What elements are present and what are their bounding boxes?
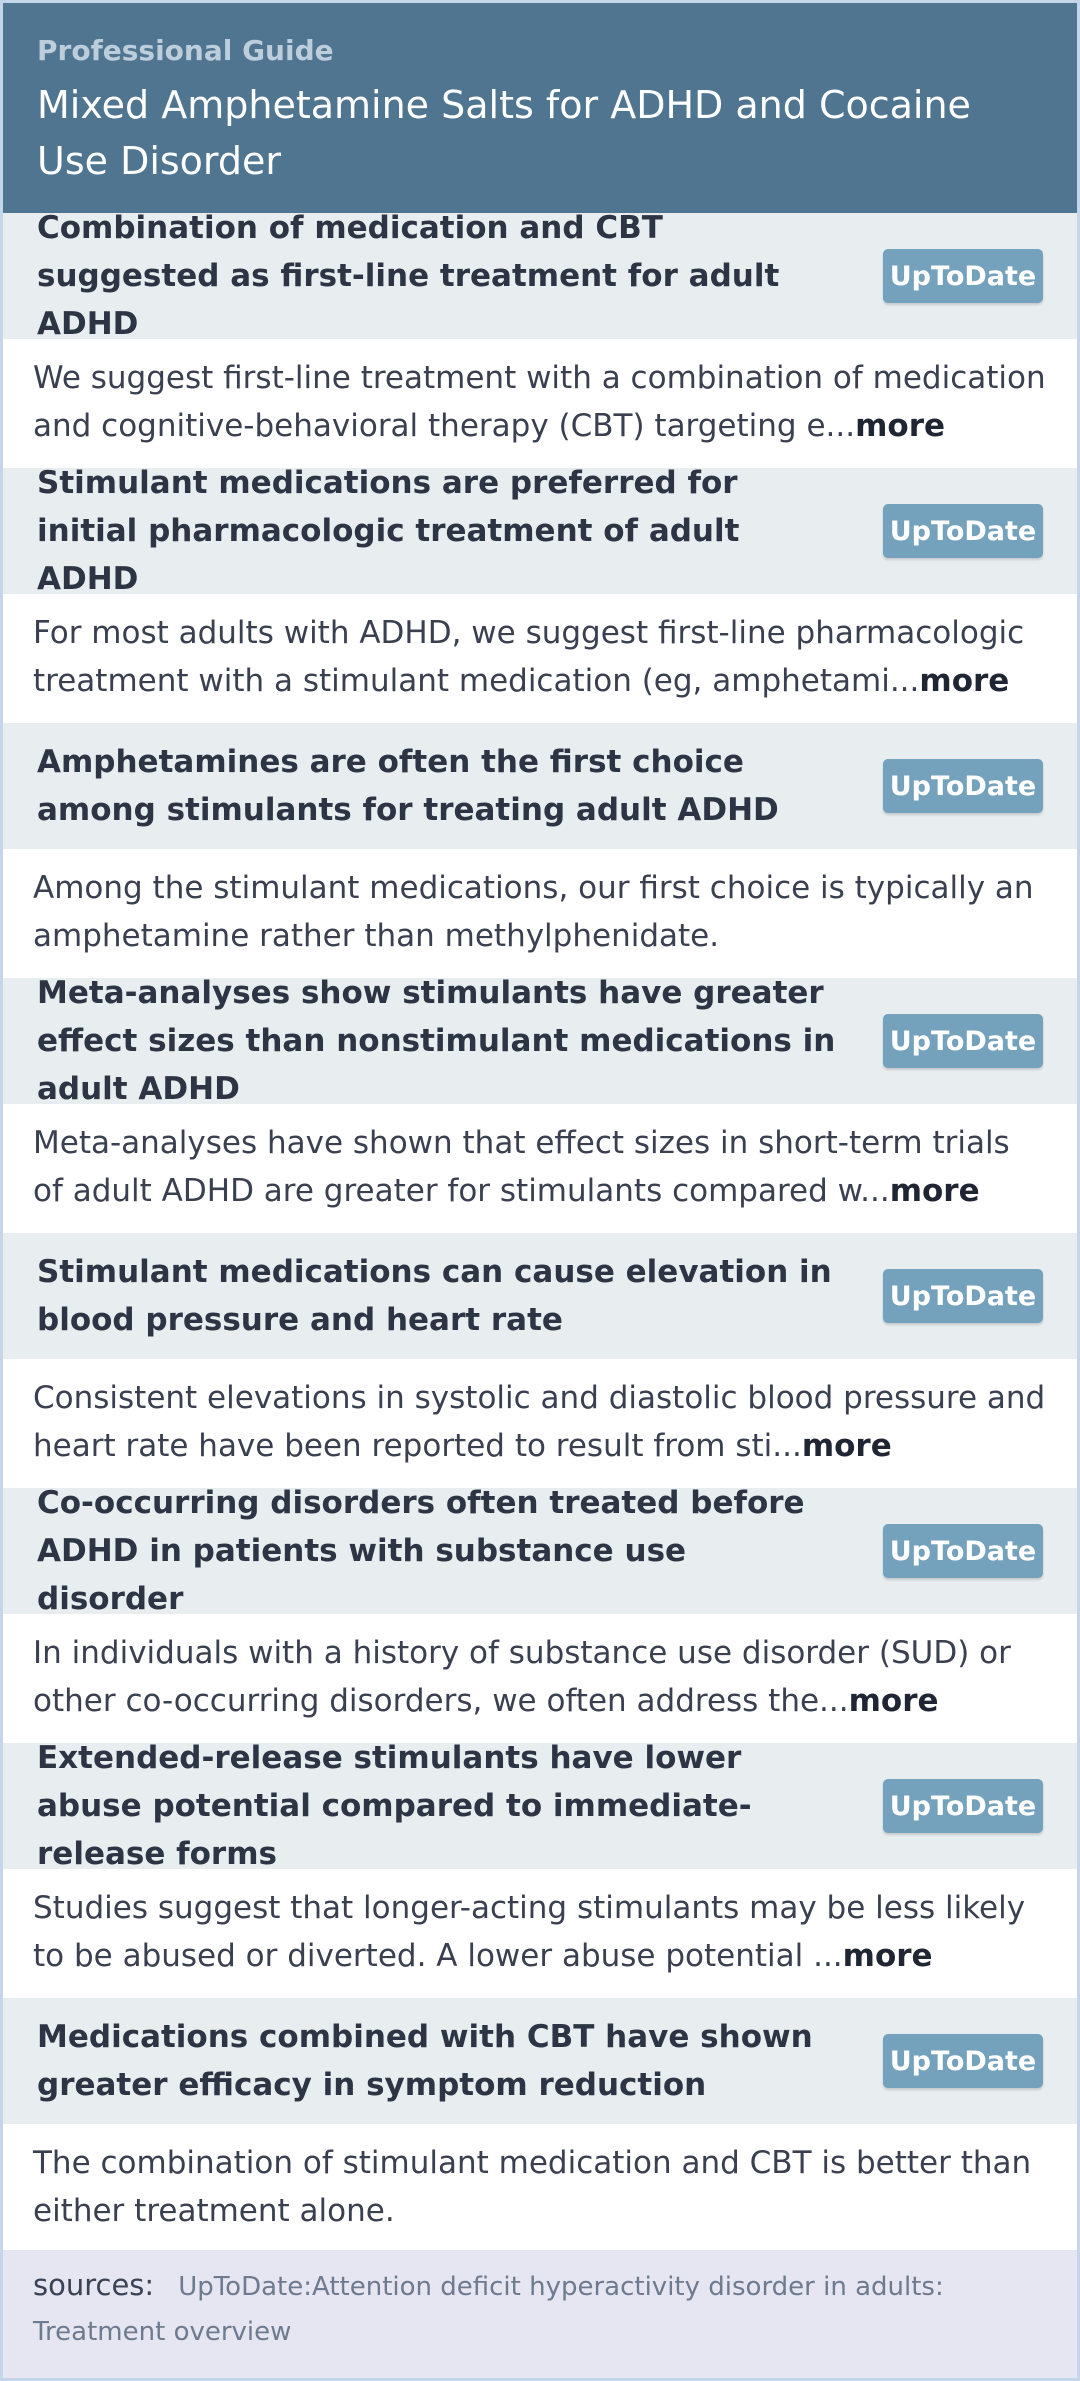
- sources-footer: [3, 2250, 1077, 2378]
- finding-summary-text: For most adults with ADHD, we suggest first-line pharmacologic treatment with a stimulant medication (eg, amphetami...: [33, 615, 1025, 699]
- more-link[interactable]: more: [919, 663, 1010, 699]
- source-badge-button[interactable]: UpToDate: [883, 1269, 1043, 1323]
- finding-heading-row: [3, 723, 1077, 849]
- finding-heading-row: [3, 1740, 1077, 1872]
- source-badge-button[interactable]: UpToDate: [883, 1779, 1043, 1833]
- finding-summary-text: Consistent elevations in systolic and diastolic blood pressure and heart rate have been reported to result from sti...: [33, 1380, 1046, 1464]
- finding-heading: Stimulant medications can cause elevation in blood pressure and heart rate: [37, 1254, 832, 1338]
- finding-heading-row: [3, 210, 1077, 342]
- guide-subtitle: Professional Guide: [37, 34, 334, 67]
- finding-summary: [3, 1104, 1077, 1233]
- finding-summary-text: The combination of stimulant medication and CBT is better than either treatment alone.: [33, 2145, 1032, 2229]
- source-badge-button[interactable]: UpToDate: [883, 2034, 1043, 2088]
- finding-summary: [3, 2124, 1077, 2253]
- finding-heading: Meta-analyses show stimulants have greater effect sizes than nonstimulant medications in adult ADHD: [37, 975, 836, 1107]
- finding-heading-row: [3, 1233, 1077, 1359]
- finding-summary: [3, 594, 1077, 723]
- finding-heading-row: [3, 1485, 1077, 1617]
- finding-summary-text: Among the stimulant medications, our first choice is typically an amphetamine rather than methylphenidate.: [33, 870, 1034, 954]
- finding-heading-row: [3, 1998, 1077, 2124]
- source-badge-button[interactable]: UpToDate: [883, 249, 1043, 303]
- finding-heading: Co-occurring disorders often treated before ADHD in patients with substance use disorder: [37, 1485, 805, 1617]
- finding-heading: Extended-release stimulants have lower abuse potential compared to immediate-release forms: [37, 1740, 752, 1872]
- finding-summary: [3, 339, 1077, 468]
- more-link[interactable]: more: [801, 1428, 892, 1464]
- finding-heading-row: [3, 465, 1077, 597]
- finding-summary-text: Studies suggest that longer-acting stimulants may be less likely to be abused or diverted. A lower abuse potential ...: [33, 1890, 1026, 1974]
- more-link[interactable]: more: [889, 1173, 980, 1209]
- more-link[interactable]: more: [842, 1938, 933, 1974]
- finding-summary-text: Meta-analyses have shown that effect sizes in short-term trials of adult ADHD are greater for stimulants compared w...: [33, 1125, 1010, 1209]
- source-badge-button[interactable]: UpToDate: [883, 1524, 1043, 1578]
- finding-summary: [3, 1359, 1077, 1488]
- finding-summary: [3, 1614, 1077, 1743]
- more-link[interactable]: more: [848, 1683, 939, 1719]
- source-badge-button[interactable]: UpToDate: [883, 1014, 1043, 1068]
- finding-summary-text: We suggest first-line treatment with a combination of medication and cognitive-behavioral therapy (CBT) targeting e...: [33, 360, 1046, 444]
- finding-summary: [3, 1869, 1077, 1998]
- finding-summary-text: In individuals with a history of substance use disorder (SUD) or other co-occurring disorders, we often address the...: [33, 1635, 1011, 1719]
- guide-title: Mixed Amphetamine Salts for ADHD and Cocaine Use Disorder: [37, 83, 971, 183]
- guide-header: [3, 3, 1077, 213]
- findings-list: [3, 210, 1077, 2253]
- source-badge-button[interactable]: UpToDate: [883, 504, 1043, 558]
- finding-heading: Stimulant medications are preferred for initial pharmacologic treatment of adult ADHD: [37, 465, 740, 597]
- sources-label: sources:: [33, 2268, 155, 2302]
- finding-summary: [3, 849, 1077, 978]
- finding-heading-row: [3, 975, 1077, 1107]
- sources-text: UpToDate:Attention deficit hyperactivity disorder in adults: Treatment overview: [33, 2272, 944, 2347]
- finding-heading: Medications combined with CBT have shown greater efficacy in symptom reduction: [37, 2019, 813, 2103]
- finding-heading: Combination of medication and CBT suggested as first-line treatment for adult ADHD: [37, 210, 780, 342]
- source-badge-button[interactable]: UpToDate: [883, 759, 1043, 813]
- finding-heading: Amphetamines are often the first choice among stimulants for treating adult ADHD: [37, 744, 779, 828]
- more-link[interactable]: more: [855, 408, 946, 444]
